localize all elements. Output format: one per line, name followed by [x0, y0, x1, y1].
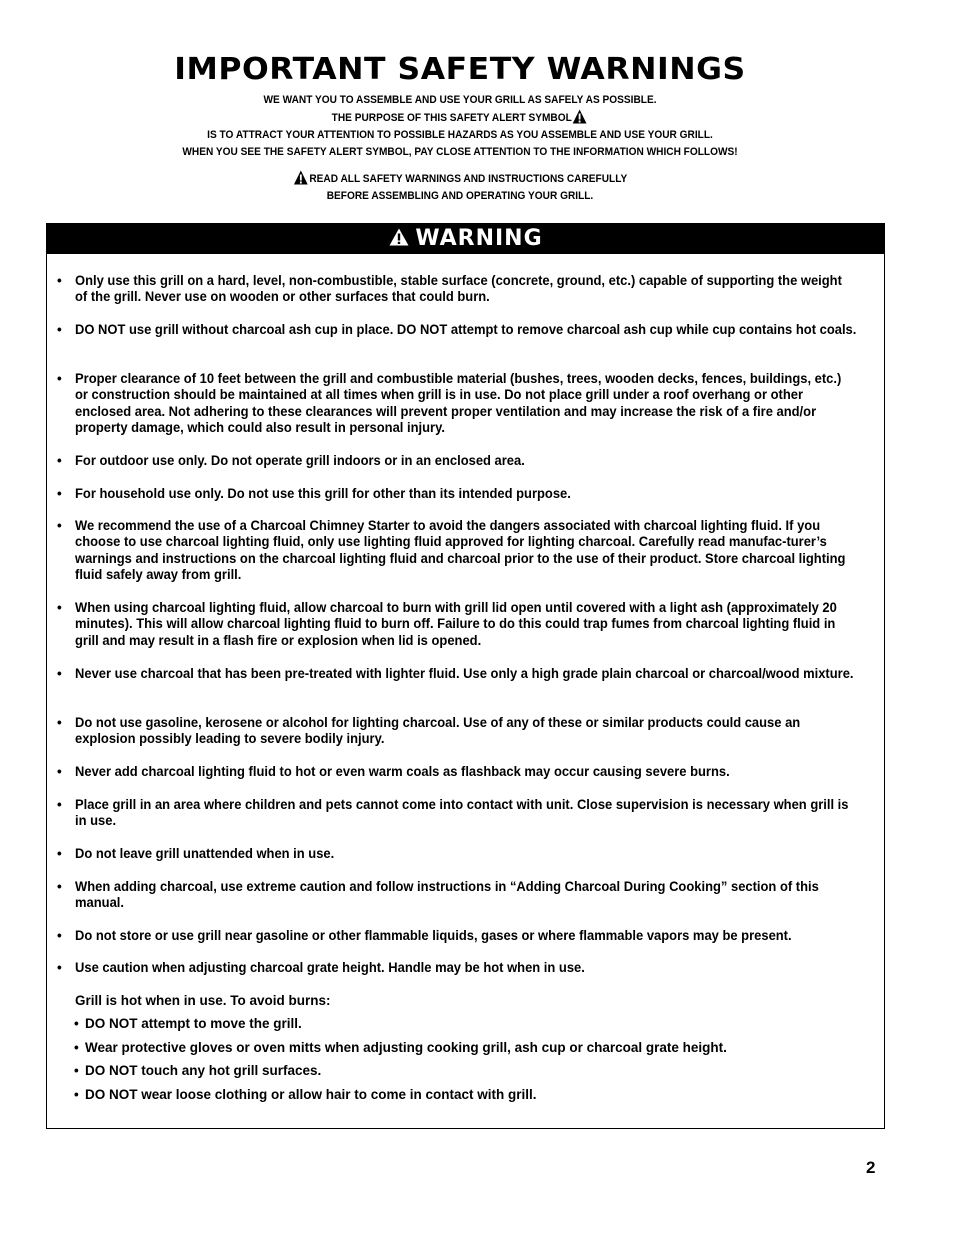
warning-header: WARNING: [47, 224, 884, 254]
warning-box: [46, 223, 885, 1129]
burns-item: • DO NOT wear loose clothing or allow hair to come in contact with grill.: [74, 1087, 537, 1102]
warning-alert-icon: [389, 228, 409, 246]
warning-item: • For household use only. Do not use this grill for other than its intended purpose.: [57, 486, 571, 501]
warning-item: • When using charcoal lighting fluid, allow charcoal to burn with grill lid open until covered with a light ash (approximately 20 minutes). This will allow charcoal lighting fluid to burn off. Failure to do this could trap fumes from charcoal lighting fluid in grill and may result in a flash fire or explosion when lid is opened.: [57, 600, 837, 648]
read-line-1: READ ALL SAFETY WARNINGS AND INSTRUCTIONS CAREFULLY: [37, 170, 883, 188]
burns-item: • DO NOT touch any hot grill surfaces.: [74, 1063, 322, 1078]
intro-line-2: THE PURPOSE OF THIS SAFETY ALERT SYMBOL: [37, 109, 883, 127]
intro-line-1: WE WANT YOU TO ASSEMBLE AND USE YOUR GRILL AS SAFELY AS POSSIBLE.: [263, 94, 657, 106]
intro-line-4: WHEN YOU SEE THE SAFETY ALERT SYMBOL, PAY CLOSE ATTENTION TO THE INFORMATION WHICH FOLLOWS!: [182, 146, 738, 158]
burns-item: • DO NOT attempt to move the grill.: [74, 1016, 302, 1031]
safety-alert-icon: [294, 170, 309, 185]
warning-item: • Never add charcoal lighting fluid to hot or even warm coals as flashback may occur causing severe burns.: [57, 764, 730, 779]
warning-item: • Do not store or use grill near gasoline or other flammable liquids, gases or where flammable vapors may be present.: [57, 928, 792, 943]
warning-item: • When adding charcoal, use extreme caution and follow instructions in “Adding Charcoal During Cooking” section of this manual.: [57, 879, 819, 911]
warning-item: • For outdoor use only. Do not operate grill indoors or in an enclosed area.: [57, 453, 525, 468]
warning-item: • Place grill in an area where children and pets cannot come into contact with unit. Close supervision is necessary when grill is in use.: [57, 797, 849, 829]
read-line-2: BEFORE ASSEMBLING AND OPERATING YOUR GRILL.: [326, 190, 594, 202]
warning-item: • Never use charcoal that has been pre-treated with lighter fluid. Use only a high grade plain charcoal or charcoal/wood mixture.: [57, 666, 854, 681]
burns-item: • Wear protective gloves or oven mitts when adjusting cooking grill, ash cup or charcoal grate height.: [74, 1040, 727, 1055]
safety-alert-icon: [573, 109, 588, 124]
burns-intro: Grill is hot when in use. To avoid burns:: [75, 993, 331, 1008]
page-title: IMPORTANT SAFETY WARNINGS: [174, 52, 746, 87]
warning-item: • Use caution when adjusting charcoal grate height. Handle may be hot when in use.: [57, 960, 585, 975]
warning-item: • DO NOT use grill without charcoal ash cup in place. DO NOT attempt to remove charcoal ash cup while cup contains hot coals.: [57, 322, 857, 337]
warning-item: • Only use this grill on a hard, level, non-combustible, stable surface (concrete, ground, etc.) capable of supporting the weight of the grill. Never use on wooden or other surfaces that could burn.: [57, 273, 842, 305]
warning-item: • We recommend the use of a Charcoal Chimney Starter to avoid the dangers associated with charcoal lighting fluid. If you choose to use charcoal lighting fluid, only use lighting fluid approved for lighting charcoal. Carefully read manufac-turer’s warnings and instructions on the charcoal lighting fluid and charcoal prior to the use of their product. Store charcoal lighting fluid safely away from grill.: [57, 518, 846, 583]
warning-item: • Do not leave grill unattended when in use.: [57, 846, 335, 861]
warning-item: • Proper clearance of 10 feet between the grill and combustible material (bushes, trees, wooden decks, fences, buildings, etc.) or construction should be maintained at all times when grill is in use. Do not place grill under a roof overhang or other enclosed area. Not adhering to these clearances will prevent proper ventilation and may increase the risk of a fire and/or property damage, which could also result in personal injury.: [57, 371, 842, 436]
intro-line-3: IS TO ATTRACT YOUR ATTENTION TO POSSIBLE HAZARDS AS YOU ASSEMBLE AND USE YOUR GRILL.: [207, 129, 713, 141]
page-number: 2: [866, 1158, 876, 1177]
warning-item: • Do not use gasoline, kerosene or alcohol for lighting charcoal. Use of any of these or similar products could cause an explosion possibly leading to severe bodily injury.: [57, 715, 801, 747]
intro-text: [37, 92, 883, 205]
